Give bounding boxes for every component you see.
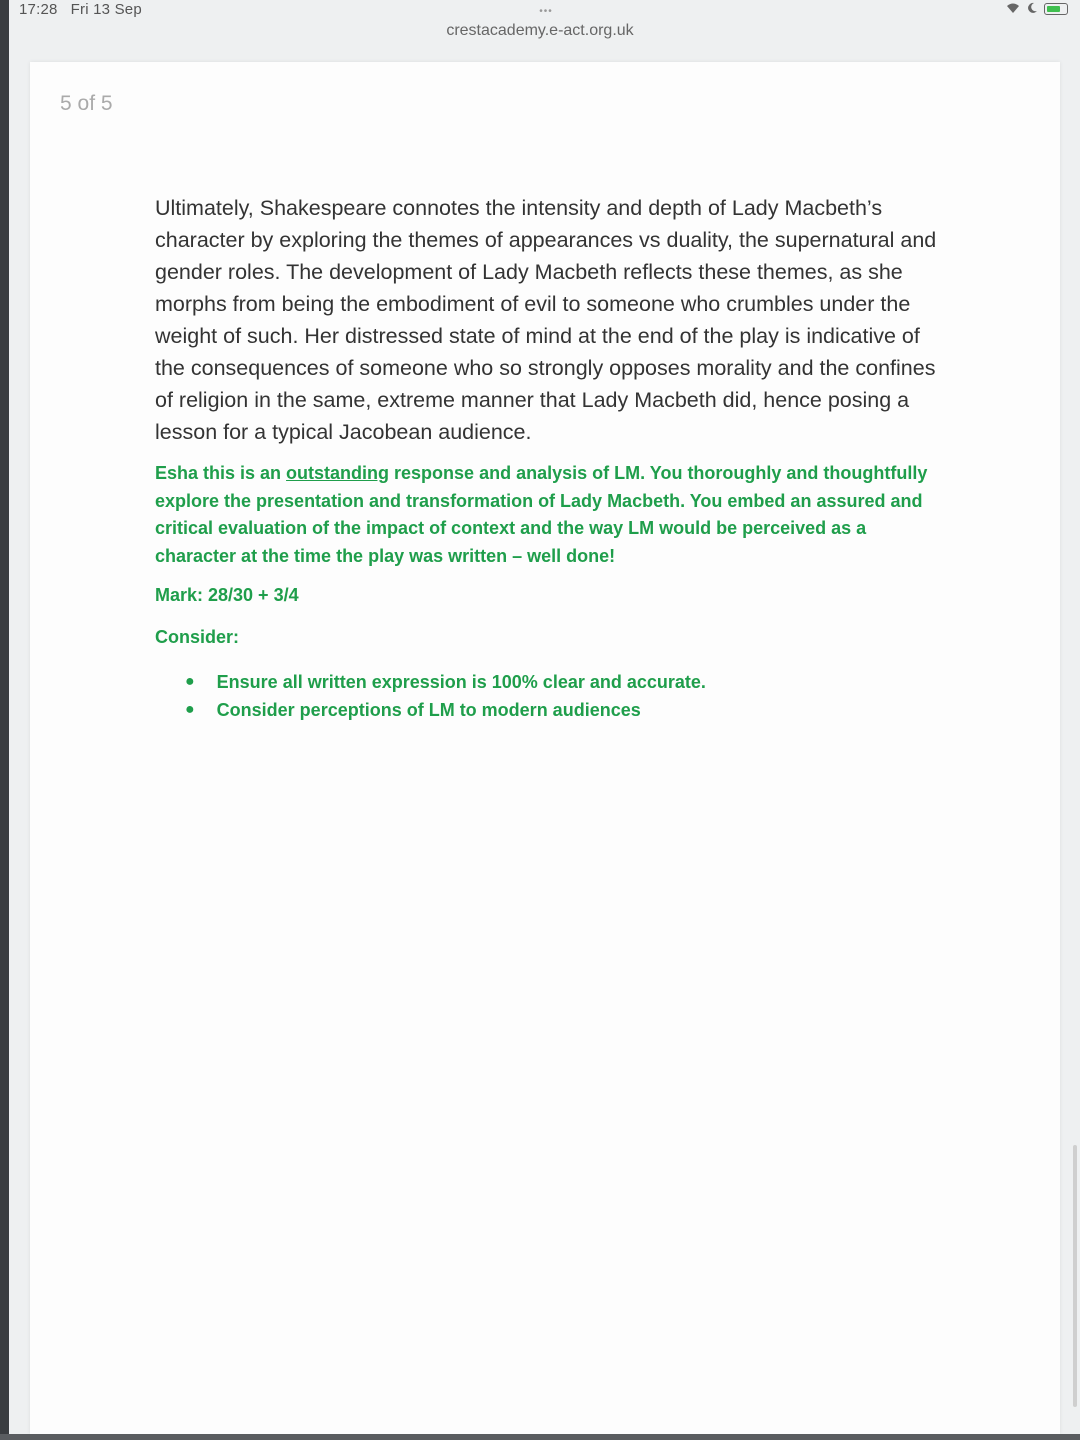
- feedback-text-before: Esha this is an: [155, 463, 287, 483]
- mark-score: Mark: 28/30 + 3/4: [155, 585, 299, 605]
- status-date: Fri 13 Sep: [70, 1, 142, 18]
- bullet-icon: ●: [185, 701, 195, 718]
- status-icons: [1006, 0, 1068, 18]
- consider-point: Consider perceptions of LM to modern audiences: [216, 700, 641, 720]
- list-item: [185, 668, 706, 696]
- status-clock: 17:28: [19, 1, 58, 18]
- multitask-handle[interactable]: •••: [539, 6, 553, 17]
- wifi-icon: [1006, 2, 1020, 16]
- moon-icon: [1026, 1, 1038, 18]
- consider-heading: Consider:: [155, 627, 240, 647]
- url-label[interactable]: crestacademy.e-act.org.uk: [446, 22, 634, 39]
- page-indicator: 5 of 5: [60, 92, 113, 115]
- essay-paragraph: Ultimately, Shakespeare connotes the intensity and depth of Lady Macbeth’s character by exploring the themes of appearances vs duality, the supernatural and gender roles. The development of Lady Macbeth reflects these themes, as she morphs from being the embodiment of evil to someone who crumbles under the weight of such. Her distressed state of mind at the end of the play is indicative of the consequences of someone who so strongly opposes morality and the confines of religion in the same, extreme manner that Lady Macbeth did, hence posing a lesson for a typical Jacobean audience.: [155, 196, 937, 444]
- device-bezel-bottom: [0, 1434, 1080, 1440]
- device-bezel-left: [0, 0, 9, 1440]
- feedback-emphasis: outstanding: [286, 463, 390, 483]
- scrollbar[interactable]: [1073, 1145, 1077, 1407]
- consider-list: [185, 668, 706, 724]
- list-item: [185, 696, 706, 724]
- bullet-icon: ●: [185, 673, 195, 690]
- feedback-text-after: response and analysis of LM. You thoroughly and thoughtfully explore the presentation and transformation of Lady Macbeth. You embed an assured and critical evaluation of the impact of context and the way LM would be perceived as a character at the time the play was written – well done!: [155, 463, 928, 566]
- teacher-feedback: [155, 460, 945, 570]
- status-time: [19, 1, 142, 18]
- consider-point: Ensure all written expression is 100% clear and accurate.: [216, 672, 706, 692]
- battery-icon: [1044, 3, 1068, 15]
